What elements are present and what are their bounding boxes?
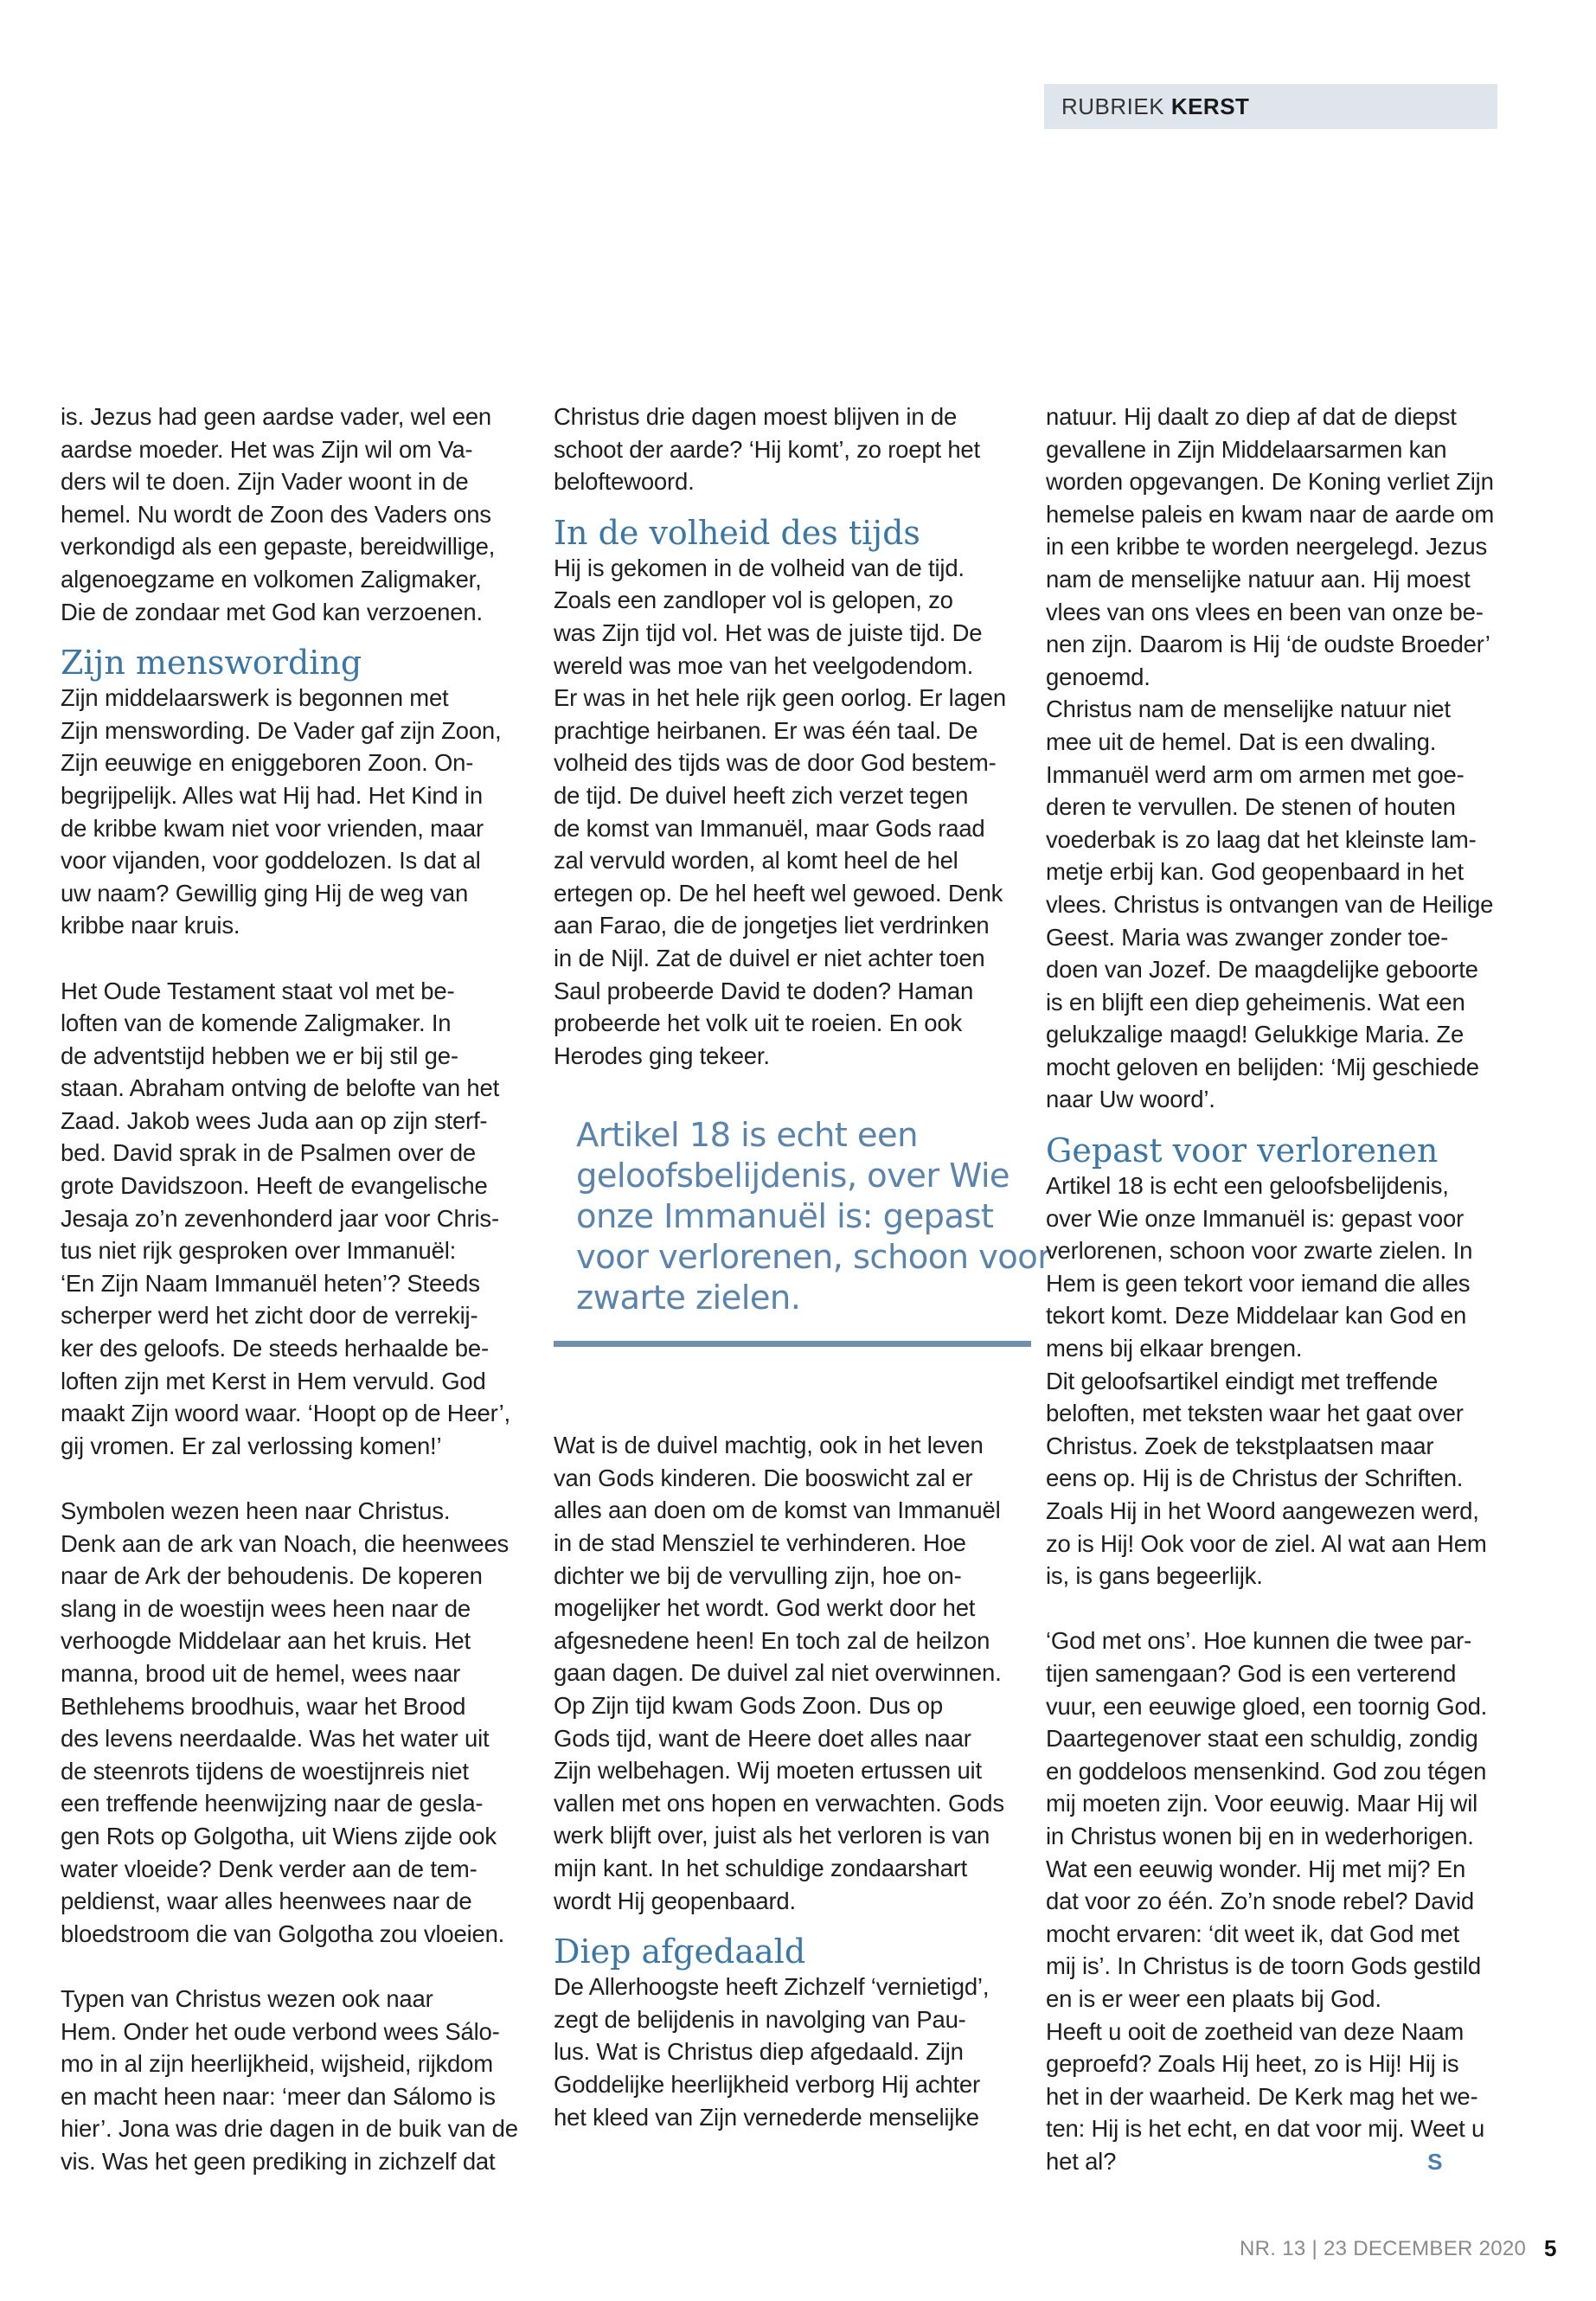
body-paragraph bbox=[61, 975, 538, 1463]
text-line: de steenrots tijdens de woestijnreis niet bbox=[61, 1757, 469, 1785]
text-line: zo is Hij! Ook voor de ziel. Al wat aan Hem bbox=[1046, 1529, 1487, 1557]
text-line: Zoals een zandloper vol is gelopen, zo bbox=[554, 586, 953, 614]
section-heading: Zijn menswording bbox=[61, 644, 362, 683]
text-line: ‘God met ons’. Hoe kunnen die twee par- bbox=[1046, 1627, 1472, 1655]
text-line: mij moeten zijn. Voor eeuwig. Maar Hij wil bbox=[1046, 1790, 1478, 1817]
text-line: Goddelijke heerlijkheid verborg Hij achter bbox=[554, 2070, 980, 2098]
text-line: Zijn middelaarswerk is begonnen met bbox=[61, 684, 449, 712]
text-line: aan Farao, die de jongetjes liet verdrinken bbox=[554, 912, 990, 939]
text-line: loften zijn met Kerst in Hem vervuld. God bbox=[61, 1367, 486, 1394]
paragraph-spacer bbox=[1046, 1593, 1523, 1625]
text-line: Heeft u ooit de zoetheid van deze Naam bbox=[1046, 2017, 1465, 2045]
text-line: dat voor zo één. Zo’n snode rebel? David bbox=[1046, 1888, 1474, 1915]
text-line: nen zijn. Daarom is Hij ‘de oudste Broeder’ bbox=[1046, 631, 1490, 658]
text-line: volheid des tijds was de door God bestem- bbox=[554, 749, 997, 777]
text-line: probeerde het volk uit te roeien. En ook bbox=[554, 1009, 963, 1037]
text-line: staan. Abraham ontving de belofte van het bbox=[61, 1074, 500, 1102]
text-line: uw naam? Gewillig ging Hij de weg van bbox=[61, 879, 469, 907]
section-heading: In de volheid des tijds bbox=[554, 513, 920, 552]
text-line: van Gods kinderen. Die booswicht zal er bbox=[554, 1464, 973, 1491]
issue-info: NR. 13 | 23 DECEMBER 2020 bbox=[1240, 2237, 1527, 2260]
text-line: mee uit de hemel. Dat is een dwaling. bbox=[1046, 727, 1437, 755]
pull-quote-line: onze Immanuël is: gepast bbox=[576, 1197, 994, 1237]
text-line: Hij is gekomen in de volheid van de tijd. bbox=[554, 554, 965, 581]
text-line: vlees. Christus is ontvangen van de Heilige bbox=[1046, 890, 1494, 918]
text-line: slang in de woestijn wees heen naar de bbox=[61, 1594, 471, 1622]
text-line: over Wie onze Immanuël is: gepast voor bbox=[1046, 1204, 1465, 1232]
pull-quote-line: geloofsbelijdenis, over Wie bbox=[576, 1157, 1010, 1196]
text-line: grote Davidszoon. Heeft de evangelische bbox=[61, 1172, 488, 1200]
body-paragraph bbox=[554, 401, 1031, 498]
text-line: beloften, met teksten waar het gaat over bbox=[1046, 1400, 1464, 1427]
pull-quote-line: voor verlorenen, schoon voor bbox=[576, 1238, 1051, 1278]
text-line: zegt de belijdenis in navolging van Pau- bbox=[554, 2005, 966, 2033]
text-line: en is er weer een plaats bij God. bbox=[1046, 1984, 1381, 2012]
text-line: kribbe naar kruis. bbox=[61, 912, 240, 939]
text-line: Christus. Zoek de tekstplaatsen maar bbox=[1046, 1432, 1434, 1459]
paragraph-spacer bbox=[61, 942, 538, 975]
text-line: werk blijft over, juist als het verloren is van bbox=[554, 1822, 990, 1849]
text-line: Hem. Onder het oude verbond wees Sálo- bbox=[61, 2017, 500, 2045]
text-line: gelukzalige maagd! Gelukkige Maria. Ze bbox=[1046, 1021, 1465, 1048]
text-line: tus niet rijk gesproken over Immanuël: bbox=[61, 1237, 457, 1265]
text-line: scherper werd het zicht door de verrekij- bbox=[61, 1302, 478, 1330]
text-line: is en blijft een diep geheimenis. Wat een bbox=[1046, 988, 1465, 1016]
text-line: tekort komt. Deze Middelaar kan God en bbox=[1046, 1302, 1467, 1330]
section-label-prefix: RUBRIEK bbox=[1061, 93, 1165, 119]
text-line: bloedstroom die van Golgotha zou vloeien. bbox=[61, 1920, 505, 1947]
body-paragraph bbox=[1046, 1170, 1523, 1593]
pull-quote bbox=[554, 1115, 1051, 1347]
text-line: Bethlehems broodhuis, waar het Brood bbox=[61, 1692, 466, 1720]
text-line: Er was in het hele rijk geen oorlog. Er lagen bbox=[554, 684, 1006, 712]
paragraph-spacer bbox=[61, 1462, 538, 1495]
text-line: prachtige heirbanen. Er was één taal. De bbox=[554, 716, 978, 744]
text-line: het al? S bbox=[1046, 2145, 1523, 2179]
text-line: Zijn welbehagen. Wij moeten ertussen uit bbox=[554, 1757, 982, 1785]
section-label-keyword: KERST bbox=[1170, 93, 1250, 119]
text-line: Typen van Christus wezen ook naar bbox=[61, 1984, 433, 2012]
text-line: manna, brood uit de hemel, wees naar bbox=[61, 1659, 461, 1687]
text-line: afgesnedene heen! En toch zal de heilzon bbox=[554, 1626, 990, 1654]
text-line: Wat is de duivel machtig, ook in het leven bbox=[554, 1432, 984, 1459]
text-line: Geest. Maria was zwanger zonder toe- bbox=[1046, 923, 1449, 951]
text-line: de kribbe kwam niet voor vrienden, maar bbox=[61, 814, 484, 842]
text-line: Saul probeerde David te doden? Haman bbox=[554, 977, 974, 1004]
body-paragraph bbox=[61, 1983, 538, 2178]
text-line: in de Nijl. Zat de duivel er niet achter toen bbox=[554, 944, 985, 971]
text-line: Gods tijd, want de Heere doet alles naar bbox=[554, 1724, 971, 1752]
text-line: mogelijker het wordt. God werkt door het bbox=[554, 1594, 976, 1622]
text-line: voor vijanden, voor goddelozen. Is dat al bbox=[61, 847, 481, 875]
article-column-1 bbox=[61, 401, 538, 2177]
text-line: Zijn eeuwige en eniggeboren Zoon. On- bbox=[61, 749, 474, 777]
text-line: deren te vervullen. De stenen of houten bbox=[1046, 793, 1456, 821]
body-paragraph bbox=[61, 1495, 538, 1950]
article-column-2 bbox=[554, 401, 1051, 2133]
text-line: metje erbij kan. God geopenbaard in het bbox=[1046, 858, 1464, 886]
body-paragraph bbox=[554, 1971, 1031, 2133]
text-line: Op Zijn tijd kwam Gods Zoon. Dus op bbox=[554, 1692, 943, 1720]
text-line: is, is gans begeerlijk. bbox=[1046, 1562, 1263, 1590]
text-line: ker des geloofs. De steeds herhaalde be- bbox=[61, 1335, 489, 1362]
text-line: peldienst, waar alles heenwees naar de bbox=[61, 1888, 472, 1915]
text-line: loften van de komende Zaligmaker. In bbox=[61, 1009, 452, 1037]
text-line: nam de menselijke natuur aan. Hij moest bbox=[1046, 565, 1471, 593]
text-line: een treffende heenwijzing naar de gesla- bbox=[61, 1790, 484, 1817]
text-line: in Christus wonen bij en in wederhorigen. bbox=[1046, 1822, 1474, 1849]
text-line: eens op. Hij is de Christus der Schriften. bbox=[1046, 1465, 1464, 1492]
text-line: Christus nam de menselijke natuur niet bbox=[1046, 695, 1451, 723]
text-line: lus. Wat is Christus diep afgedaald. Zijn bbox=[554, 2038, 964, 2066]
text-line: Hem is geen tekort voor iemand die alles bbox=[1046, 1269, 1471, 1297]
text-line: de tijd. De duivel heeft zich verzet tegen bbox=[554, 781, 969, 809]
text-line: tijen samengaan? God is een verterend bbox=[1046, 1659, 1457, 1687]
text-line: ten: Hij is het echt, en dat voor mij. Weet u bbox=[1046, 2115, 1485, 2143]
body-paragraph bbox=[61, 682, 538, 942]
section-label bbox=[1044, 84, 1497, 129]
text-line: worden opgevangen. De Koning verliet Zijn bbox=[1046, 468, 1494, 496]
text-line: vuur, een eeuwige gloed, een toornig God. bbox=[1046, 1692, 1488, 1720]
text-line: Die de zondaar met God kan verzoenen. bbox=[61, 598, 483, 625]
text-line: ‘En Zijn Naam Immanuël heten’? Steeds bbox=[61, 1269, 480, 1297]
page-number: 5 bbox=[1544, 2235, 1557, 2261]
text-line: zal vervuld worden, al komt heel de hel bbox=[554, 847, 958, 875]
end-of-article-icon: S bbox=[1427, 2148, 1443, 2175]
text-line: genoemd. bbox=[1046, 663, 1151, 690]
text-line: Symbolen wezen heen naar Christus. bbox=[61, 1497, 451, 1524]
text-line: beloftewoord. bbox=[554, 468, 695, 496]
text-line: alles aan doen om de komst van Immanuël bbox=[554, 1497, 1001, 1524]
text-line: verlorenen, schoon voor zwarte zielen. In bbox=[1046, 1237, 1473, 1265]
text-line: De Allerhoogste heeft Zichzelf ‘vernietigd’, bbox=[554, 1973, 990, 2001]
text-line: gij vromen. Er zal verlossing komen!’ bbox=[61, 1432, 442, 1459]
text-line: schoot der aarde? ‘Hij komt’, zo roept het bbox=[554, 435, 980, 463]
text-line: Daartegenover staat een schuldig, zondig bbox=[1046, 1725, 1478, 1753]
text-line: naar de Ark der behoudenis. De koperen bbox=[61, 1562, 483, 1590]
text-line: het in der waarheid. De Kerk mag het we- bbox=[1046, 2082, 1478, 2110]
text-line: en goddeloos mensenkind. God zou tégen bbox=[1046, 1757, 1487, 1785]
text-line: mocht ervaren: ‘dit weet ik, dat God met bbox=[1046, 1920, 1460, 1947]
text-line: hemelse paleis en kwam naar de aarde om bbox=[1046, 500, 1495, 528]
text-line: dichter we bij de vervulling zijn, hoe on- bbox=[554, 1561, 962, 1589]
pull-quote-line: Artikel 18 is echt een bbox=[576, 1116, 918, 1156]
text-line: geproefd? Zoals Hij heet, zo is Hij! Hij is bbox=[1046, 2050, 1459, 2078]
text-line: natuur. Hij daalt zo diep af dat de diepst bbox=[1046, 403, 1457, 430]
text-line: Zaad. Jakob wees Juda aan op zijn sterf- bbox=[61, 1106, 488, 1134]
body-paragraph bbox=[61, 401, 538, 628]
body-paragraph bbox=[1046, 401, 1523, 1116]
text-line: wereld was moe van het veelgodendom. bbox=[554, 651, 974, 679]
body-paragraph bbox=[554, 552, 1031, 1073]
text-line: hier’. Jona was drie dagen in de buik van de bbox=[61, 2115, 518, 2143]
section-heading: Diep afgedaald bbox=[554, 1932, 806, 1971]
text-line: maakt Zijn woord waar. ‘Hoopt op de Heer’, bbox=[61, 1400, 510, 1427]
text-line: Immanuël werd arm om armen met goe- bbox=[1046, 760, 1465, 788]
text-line: Zijn menswording. De Vader gaf zijn Zoon, bbox=[61, 716, 502, 744]
paragraph-spacer bbox=[61, 1950, 538, 1983]
text-line: was Zijn tijd vol. Het was de juiste tijd. De bbox=[554, 619, 983, 646]
text-line: bed. David sprak in de Psalmen over de bbox=[61, 1139, 477, 1167]
text-line: wordt Hij geopenbaard. bbox=[554, 1887, 796, 1914]
text-line: hemel. Nu wordt de Zoon des Vaders ons bbox=[61, 500, 491, 528]
pull-quote-line: zwarte zielen. bbox=[576, 1279, 801, 1318]
text-line: gaan dagen. De duivel zal niet overwinnen. bbox=[554, 1659, 1002, 1687]
text-line: in een kribbe te worden neergelegd. Jezus bbox=[1046, 533, 1488, 561]
text-line: mij is’. In Christus is de toorn Gods gestild bbox=[1046, 1952, 1481, 1980]
text-line: mens bij elkaar brengen. bbox=[1046, 1335, 1303, 1362]
body-paragraph bbox=[1046, 1625, 1523, 2178]
text-line: voederbak is zo laag dat het kleinste lam- bbox=[1046, 825, 1477, 853]
text-line: mijn kant. In het schuldige zondaarshart bbox=[554, 1855, 968, 1881]
text-line: is. Jezus had geen aardse vader, wel een bbox=[61, 403, 492, 430]
text-line: water vloeide? Denk verder aan de tem- bbox=[61, 1855, 478, 1882]
text-line: Dit geloofsartikel eindigt met treffende bbox=[1046, 1367, 1439, 1394]
article-column-3 bbox=[1046, 401, 1523, 2178]
text-line: aardse moeder. Het was Zijn wil om Va- bbox=[61, 435, 473, 463]
text-line: vallen met ons hopen en verwachten. Gods bbox=[554, 1789, 1004, 1817]
text-line: gen Rots op Golgotha, uit Wiens zijde ook bbox=[61, 1822, 497, 1849]
text-line: begrijpelijk. Alles wat Hij had. Het Kind in bbox=[61, 781, 483, 809]
text-line: Denk aan de ark van Noach, die heenwees bbox=[61, 1529, 510, 1557]
text-line: de adventstijd hebben we er bij stil ge- bbox=[61, 1042, 458, 1069]
text-line: mocht geloven en belijden: ‘Mij geschiede bbox=[1046, 1053, 1479, 1080]
text-line: in de stad Mensziel te verhinderen. Hoe bbox=[554, 1529, 966, 1557]
text-line: Jesaja zo’n zevenhonderd jaar voor Chris- bbox=[61, 1204, 499, 1232]
text-line: de komst van Immanuël, maar Gods raad bbox=[554, 814, 985, 842]
text-line: Wat een eeuwig wonder. Hij met mij? En bbox=[1046, 1855, 1466, 1882]
text-line: Zoals Hij in het Woord aangewezen werd, bbox=[1046, 1497, 1479, 1524]
text-line: Herodes ging tekeer. bbox=[554, 1042, 770, 1069]
text-line: Christus drie dagen moest blijven in de bbox=[554, 403, 958, 430]
text-line: ders wil te doen. Zijn Vader woont in de bbox=[61, 468, 469, 496]
section-heading: Gepast voor verlorenen bbox=[1046, 1131, 1439, 1170]
text-line: Het Oude Testament staat vol met be- bbox=[61, 977, 455, 1004]
text-line: mo in al zijn heerlijkheid, wijsheid, rijkdom bbox=[61, 2050, 493, 2078]
text-line: vlees van ons vlees en been van onze be- bbox=[1046, 598, 1484, 625]
text-line: het kleed van Zijn vernederde menselijke bbox=[554, 2103, 979, 2131]
text-line: gevallene in Zijn Middelaarsarmen kan bbox=[1046, 435, 1447, 463]
text-line: verkondigd als een gepaste, bereidwillige, bbox=[61, 533, 496, 561]
text-line: des levens neerdaalde. Was het water uit bbox=[61, 1725, 490, 1753]
text-line: naar Uw woord’. bbox=[1046, 1086, 1215, 1113]
text-line: algenoegzame en volkomen Zaligmaker, bbox=[61, 565, 482, 593]
text-line: en macht heen naar: ‘meer dan Sálomo is bbox=[61, 2082, 496, 2110]
text-line: verhoogde Middelaar aan het kruis. Het bbox=[61, 1627, 471, 1655]
text-line: vis. Was het geen prediking in zichzelf dat bbox=[61, 2147, 496, 2175]
body-paragraph bbox=[554, 1429, 1031, 1917]
text-line: ertegen op. De hel heeft wel gewoed. Denk bbox=[554, 879, 1003, 907]
text-line: Artikel 18 is echt een geloofsbelijdenis, bbox=[1046, 1172, 1449, 1200]
text-line: doen van Jozef. De maagdelijke geboorte bbox=[1046, 956, 1478, 984]
